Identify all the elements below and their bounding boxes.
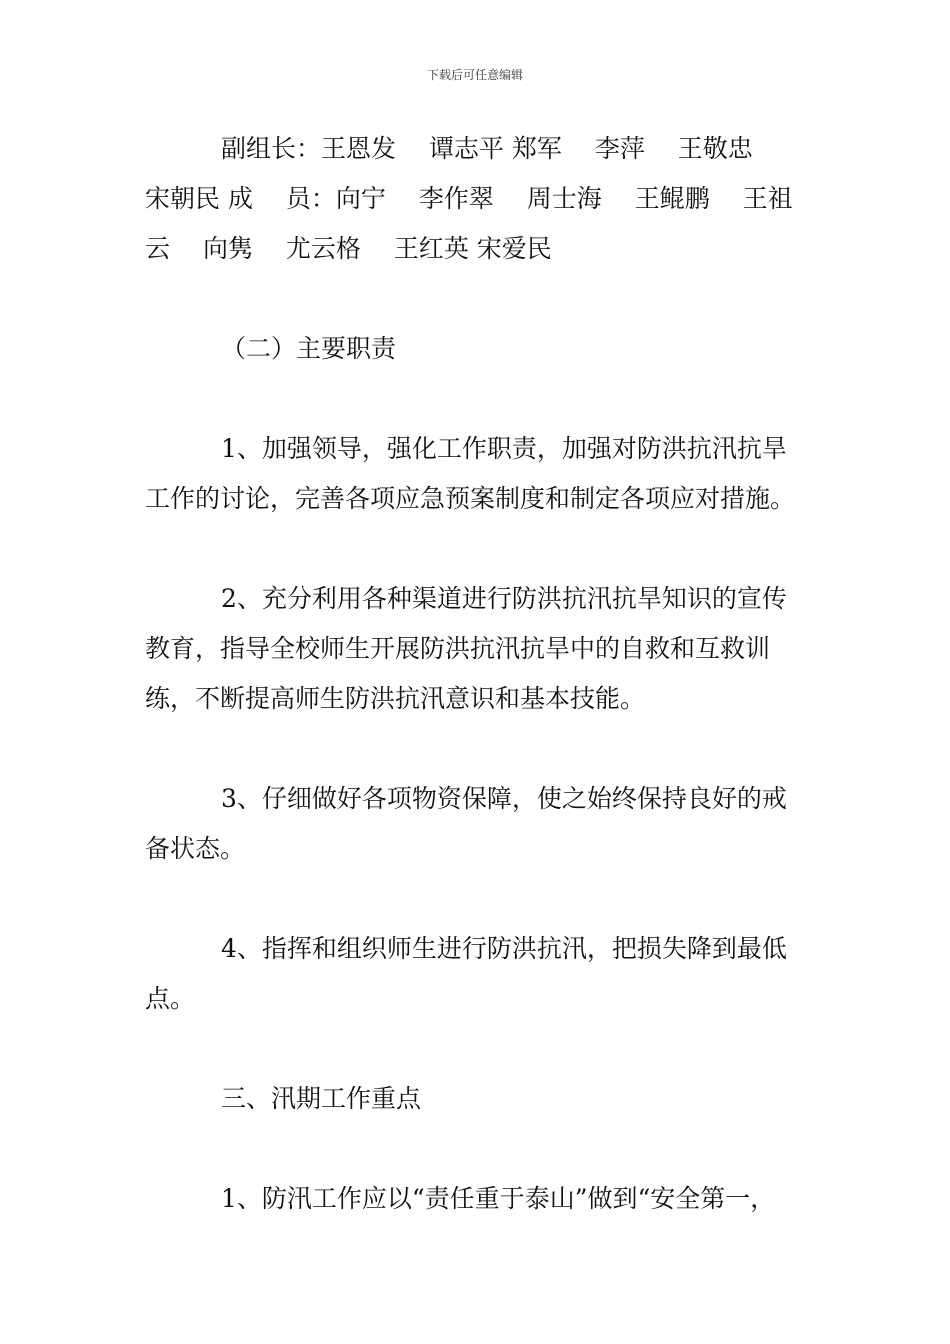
personnel-line-3: 云 向隽 尤云格 王红英 宋爱民 xyxy=(145,234,552,263)
duty-4-line-2: 点。 xyxy=(145,984,196,1013)
duty-3-line-2: 备状态。 xyxy=(145,834,246,863)
duty-2-line-2: 教育，指导全校师生开展防洪抗汛抗旱中的自救和互救训 xyxy=(145,634,771,663)
duty-1-line-1: 1、加强领导，强化工作职责，加强对防洪抗汛抗旱 xyxy=(221,434,787,463)
duty-3-line-1: 3、仔细做好各项物资保障，使之始终保持良好的戒 xyxy=(221,784,787,813)
focus-1-line-1: 1、防汛工作应以“责任重于泰山”做到“安全第一， xyxy=(221,1184,776,1213)
personnel-line-1: 副组长：王恩发 谭志平 郑军 李萍 王敬忠 xyxy=(221,134,753,163)
duty-1-line-2: 工作的讨论，完善各项应急预案制度和制定各项应对措施。 xyxy=(145,484,796,513)
header-note: 下载后可任意编辑 xyxy=(426,68,523,82)
personnel-line-2: 宋朝民 成 员：向宁 李作翠 周士海 王鲲鹏 王祖 xyxy=(145,184,793,213)
section-three-heading: 三、汛期工作重点 xyxy=(221,1084,422,1113)
duty-2-line-3: 练，不断提高师生防洪抗汛意识和基本技能。 xyxy=(145,684,646,713)
section-two-heading: （二）主要职责 xyxy=(221,334,397,363)
duty-2-line-1: 2、充分利用各种渠道进行防洪抗汛抗旱知识的宣传 xyxy=(221,584,787,613)
duty-4-line-1: 4、指挥和组织师生进行防洪抗汛，把损失降到最低 xyxy=(221,934,787,963)
